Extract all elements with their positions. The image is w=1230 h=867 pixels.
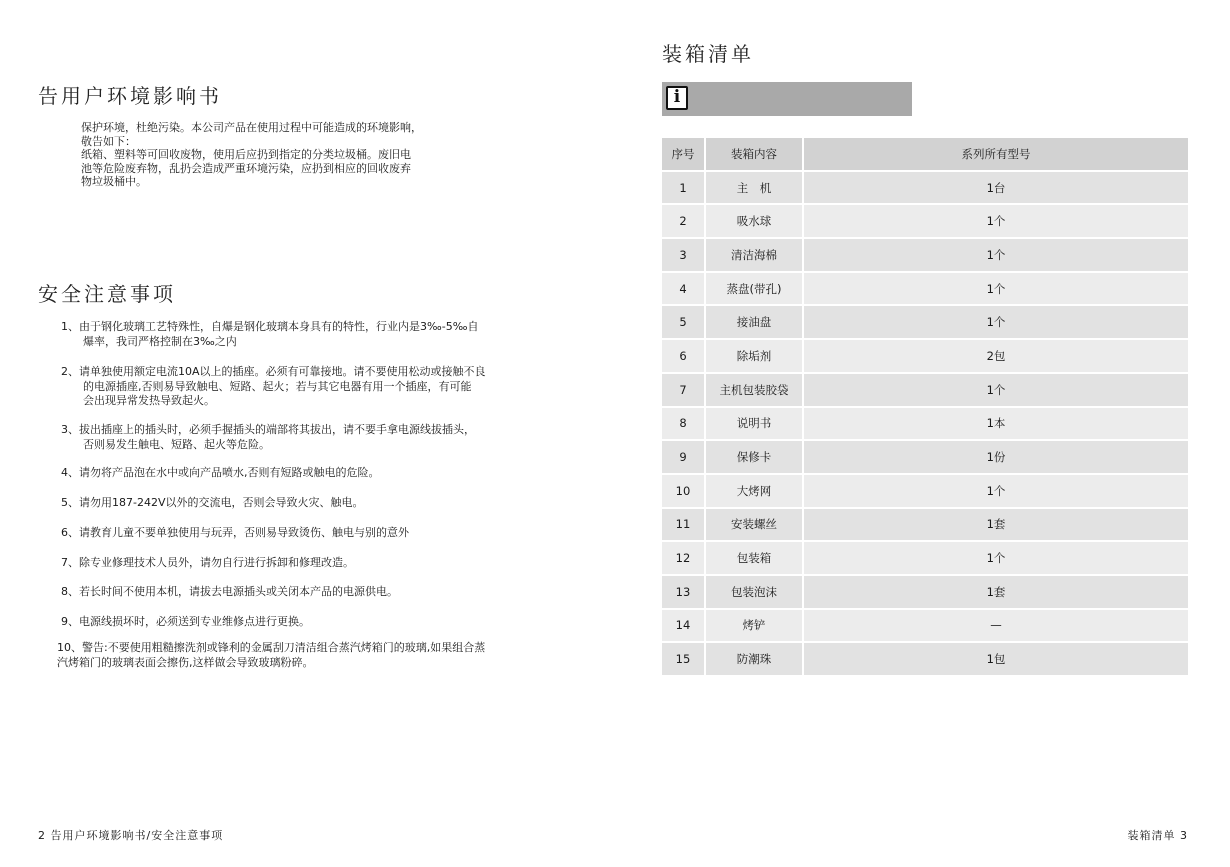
- left-footer: 2 告用户环境影响书/安全注意事项: [38, 829, 224, 842]
- cell-no: 14: [662, 610, 706, 644]
- env-line: 物垃圾桶中。: [81, 175, 147, 189]
- safety-item: [61, 526, 409, 541]
- safety-title: 安全注意事项: [38, 282, 176, 306]
- cell-content: 主机包装胶袋: [706, 374, 804, 408]
- table-row: [662, 340, 1188, 374]
- cell-models: 1个: [804, 205, 1188, 239]
- safety-item: [61, 466, 380, 481]
- cell-models: 1套: [804, 576, 1188, 610]
- table-row: [662, 441, 1188, 475]
- safety-item: [61, 365, 486, 409]
- cell-no: 13: [662, 576, 706, 610]
- safety-item-text: 1、由于钢化玻璃工艺特殊性，自爆是钢化玻璃本身具有的特性，行业内是3‰-5‰自: [61, 320, 479, 333]
- safety-item-text: 的电源插座,否则易导致触电、短路、起火；若与其它电器有用一个插座，有可能: [83, 379, 472, 393]
- cell-content: 包装箱: [706, 542, 804, 576]
- table-row: [662, 239, 1188, 273]
- cell-content: 吸水球: [706, 205, 804, 239]
- cell-models: 1本: [804, 408, 1188, 442]
- cell-no: 5: [662, 306, 706, 340]
- cell-models: 1个: [804, 239, 1188, 273]
- info-glyph: i: [673, 87, 681, 107]
- cell-content: 蒸盘(带孔): [706, 273, 804, 307]
- safety-item: [61, 423, 475, 452]
- info-icon: [666, 86, 688, 110]
- cell-content: 大烤网: [706, 475, 804, 509]
- info-bar: [662, 82, 912, 116]
- table-row: [662, 205, 1188, 239]
- table-row: [662, 306, 1188, 340]
- cell-no: 4: [662, 273, 706, 307]
- cell-content: 保修卡: [706, 441, 804, 475]
- safety-item-text: 6、请教育儿童不要单独使用与玩弄，否则易导致烫伤、触电与别的意外: [61, 526, 409, 539]
- cell-no: 10: [662, 475, 706, 509]
- safety-item-text: 10、警告:不要使用粗糙擦洗剂或锋利的金属刮刀清洁组合蒸汽烤箱门的玻璃,如果组合蒸: [57, 641, 486, 654]
- cell-models: 1个: [804, 542, 1188, 576]
- cell-models: 1个: [804, 374, 1188, 408]
- env-line: 保护环境，杜绝污染。本公司产品在使用过程中可能造成的环境影响，: [81, 121, 422, 134]
- env-line: 敬告如下：: [81, 134, 136, 148]
- safety-item: [61, 585, 398, 600]
- col-header-no: 序号: [662, 138, 706, 172]
- cell-no: 2: [662, 205, 706, 239]
- table-row: [662, 542, 1188, 576]
- safety-item-text: 3、拔出插座上的插头时，必须手握插头的端部将其拔出，请不要手拿电源线拔插头，: [61, 423, 475, 436]
- table-row: [662, 643, 1188, 677]
- table-body: [662, 172, 1188, 677]
- table-row: [662, 509, 1188, 543]
- table-row: [662, 374, 1188, 408]
- right-footer: 装箱清单 3: [1127, 829, 1188, 842]
- cell-no: 6: [662, 340, 706, 374]
- env-line: 纸箱、塑料等可回收废物，使用后应扔到指定的分类垃圾桶。废旧电: [81, 148, 411, 162]
- safety-item-text: 否则易发生触电、短路、起火等危险。: [83, 437, 270, 451]
- safety-item-text: 会出现异常发热导致起火。: [83, 394, 215, 407]
- env-line: 池等危险废弃物，乱扔会造成严重环境污染，应扔到相应的回收废弃: [81, 161, 411, 175]
- col-header-models: 系列所有型号: [804, 138, 1188, 172]
- table-row: [662, 273, 1188, 307]
- safety-item-text: 爆率，我司严格控制在3‰之内: [83, 334, 237, 348]
- cell-no: 15: [662, 643, 706, 677]
- cell-no: 9: [662, 441, 706, 475]
- packing-title: 装箱清单: [662, 42, 754, 66]
- env-body: [81, 121, 491, 189]
- table-row: [662, 576, 1188, 610]
- safety-item-text: 7、除专业修理技术人员外，请勿自行进行拆卸和修理改造。: [61, 556, 354, 569]
- cell-no: 11: [662, 509, 706, 543]
- table-header-row: [662, 138, 1188, 172]
- cell-models: 2包: [804, 340, 1188, 374]
- safety-item: [61, 556, 354, 571]
- safety-item: [61, 320, 478, 349]
- cell-no: 3: [662, 239, 706, 273]
- cell-no: 7: [662, 374, 706, 408]
- table-row: [662, 475, 1188, 509]
- cell-no: 8: [662, 408, 706, 442]
- cell-content: 防潮珠: [706, 643, 804, 677]
- cell-models: 1份: [804, 441, 1188, 475]
- cell-content: 烤铲: [706, 610, 804, 644]
- packing-table: [662, 138, 1188, 677]
- env-title: 告用户环境影响书: [38, 84, 222, 108]
- cell-no: 1: [662, 172, 706, 206]
- safety-item-text: 4、请勿将产品泡在水中或向产品喷水,否则有短路或触电的危险。: [61, 466, 380, 479]
- col-header-content: 装箱内容: [706, 138, 804, 172]
- cell-models: 1台: [804, 172, 1188, 206]
- cell-content: 接油盘: [706, 306, 804, 340]
- cell-content: 说明书: [706, 408, 804, 442]
- cell-models: 1个: [804, 475, 1188, 509]
- safety-item-text: 2、请单独使用额定电流10A以上的插座。必须有可靠接地。请不要使用松动或接触不良: [61, 365, 486, 378]
- cell-content: 包装泡沫: [706, 576, 804, 610]
- table-row: [662, 408, 1188, 442]
- table-row: [662, 610, 1188, 644]
- cell-content: 安装螺丝: [706, 509, 804, 543]
- safety-item-text: 汽烤箱门的玻璃表面会擦伤,这样做会导致玻璃粉碎。: [57, 655, 314, 669]
- cell-models: 1包: [804, 643, 1188, 677]
- cell-content: 清洁海棉: [706, 239, 804, 273]
- cell-models: 1套: [804, 509, 1188, 543]
- safety-item: [61, 496, 363, 511]
- table-row: [662, 172, 1188, 206]
- safety-item: [61, 615, 310, 630]
- safety-item-text: 8、若长时间不使用本机，请拔去电源插头或关闭本产品的电源供电。: [61, 585, 398, 598]
- safety-item-text: 5、请勿用187-242V以外的交流电，否则会导致火灾、触电。: [61, 496, 364, 509]
- cell-content: 主 机: [706, 172, 804, 206]
- cell-content: 除垢剂: [706, 340, 804, 374]
- cell-models: —: [804, 610, 1188, 644]
- safety-item-text: 9、电源线损坏时，必须送到专业维修点进行更换。: [61, 615, 310, 628]
- cell-no: 12: [662, 542, 706, 576]
- cell-models: 1个: [804, 306, 1188, 340]
- cell-models: 1个: [804, 273, 1188, 307]
- safety-item: [57, 641, 485, 670]
